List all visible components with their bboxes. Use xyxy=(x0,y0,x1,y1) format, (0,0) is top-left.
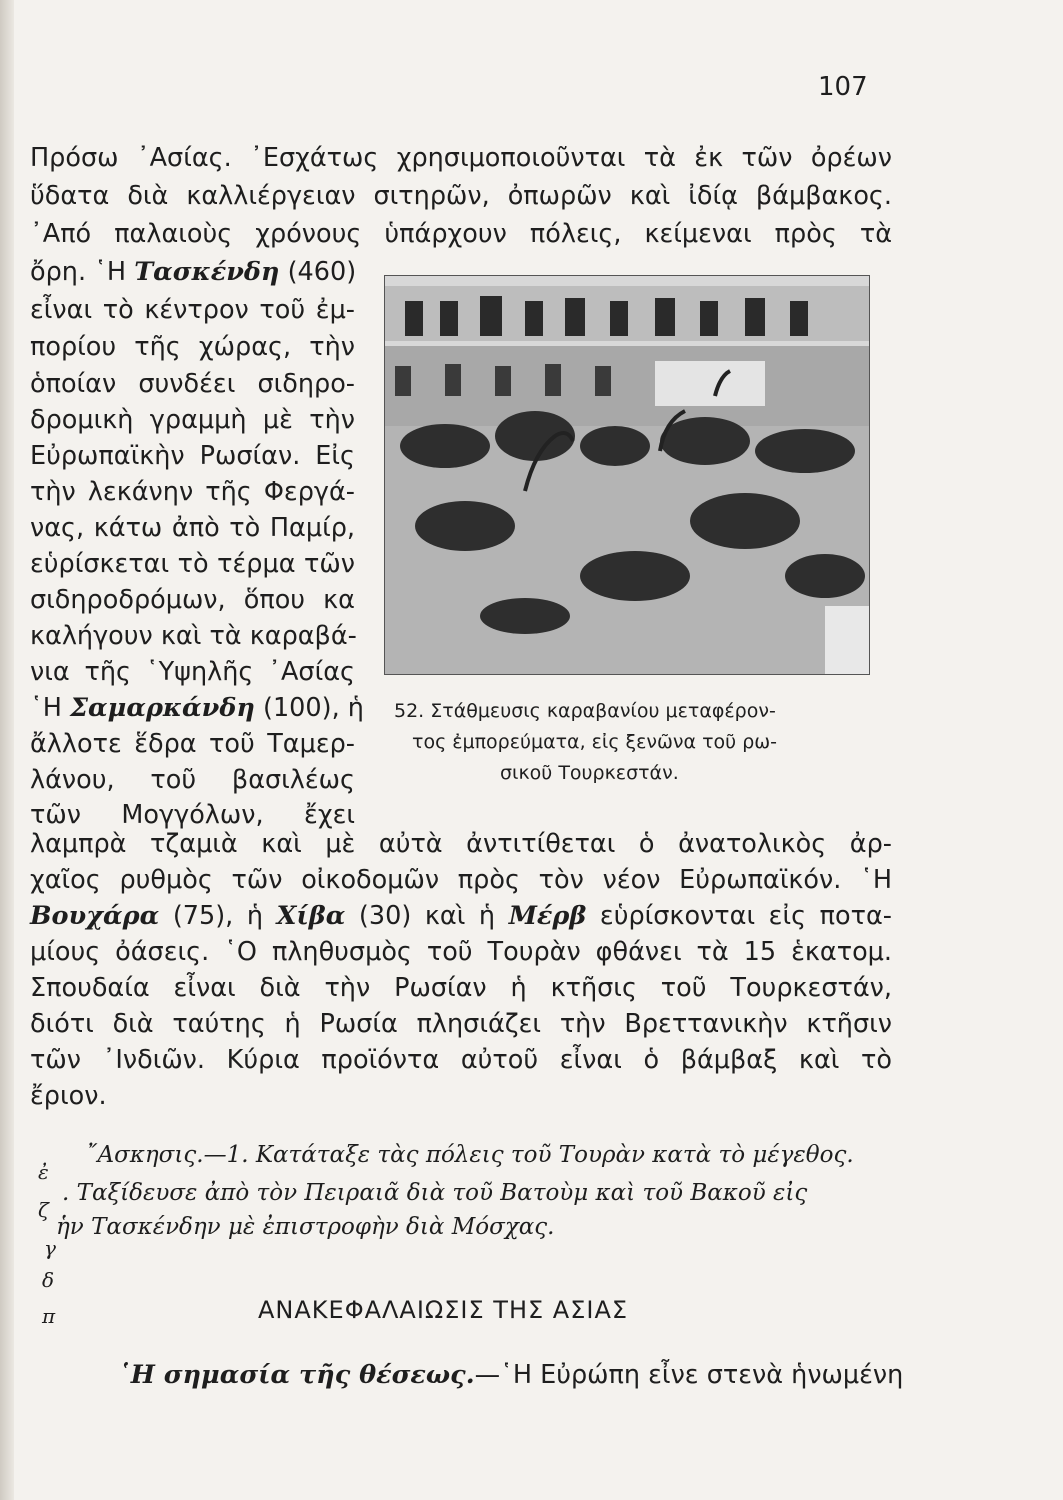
city-name-merv: Μέρβ xyxy=(508,901,587,931)
margin-letter: ἐ xyxy=(38,1160,49,1184)
text-line-3: ᾿Από παλαιοὺς χρόνους ὑπάρχουν πόλεις, κείμεναι πρὸς τὰ xyxy=(30,219,892,249)
margin-letter: ζ xyxy=(38,1198,49,1222)
text-line-2: ὕδατα διὰ καλλιέργειαν σιτηρῶν, ὀπωρῶν καὶ ἰδίᾳ βάμβακος. xyxy=(30,181,892,211)
side-line: λάνου, τοῦ βασιλέως xyxy=(30,765,355,795)
text-line-1: Πρόσω ᾿Ασίας. ᾿Εσχάτως χρησιμοποιοῦνται τὰ ἐκ τῶν ὀρέων xyxy=(30,143,892,173)
side-line: ὁποίαν συνδέει σιδηρο- xyxy=(30,369,355,399)
side-line: σιδηροδρόμων, ὅπου κα xyxy=(30,585,355,615)
city-name-tashkent: Τασκένδη xyxy=(134,257,280,287)
side-line: καλήγουν καὶ τὰ καραβά- xyxy=(30,621,357,651)
margin-letter: γ xyxy=(44,1236,56,1260)
city-name-khiva: Χίβα xyxy=(276,901,346,931)
text-line: χαῖος ρυθμὸς τῶν οἰκοδομῶν πρὸς τὸν νέον Εὐρωπαϊκόν. ῾Η xyxy=(30,865,892,895)
margin-letter: π xyxy=(42,1304,56,1328)
text-line-bukhara xyxy=(30,900,892,932)
section-label: ῾Η σημασία τῆς θέσεως. xyxy=(118,1360,475,1390)
side-line: δρομικὴ γραμμὴ μὲ τὴν xyxy=(30,405,355,435)
exercise-line: ἡν Τασκένδην μὲ ἐπιστροφὴν διὰ Μόσχας. xyxy=(56,1214,555,1240)
photo-caption-line: 52. Στάθμευσις καραβανίου μεταφέρον- xyxy=(394,700,776,722)
side-line: Εὐρωπαϊκὴν Ρωσίαν. Εἰς xyxy=(30,441,355,471)
side-line: εἶναι τὸ κέντρον τοῦ ἐμ- xyxy=(30,295,355,325)
page-number: 107 xyxy=(818,72,868,102)
text-fragment: (460) xyxy=(279,257,357,287)
caravan-photo xyxy=(384,275,870,675)
photo-caption-line: σικοῦ Τουρκεστάν. xyxy=(500,762,679,784)
text-line: διότι διὰ ταύτης ἡ Ρωσία πλησιάζει τὴν Βρεττανικὴν κτῆσιν xyxy=(30,1009,892,1039)
side-line: εὑρίσκεται τὸ τέρμα τῶν xyxy=(30,549,355,579)
book-spine-shadow xyxy=(0,0,14,1500)
side-line: νια τῆς ῾Υψηλῆς ᾿Ασίας xyxy=(30,657,355,687)
side-line: νας, κάτω ἀπὸ τὸ Παμίρ, xyxy=(30,513,355,543)
text-line-last xyxy=(118,1360,904,1390)
side-line-samarkand xyxy=(30,692,364,724)
margin-letter: δ xyxy=(42,1268,55,1292)
section-heading: ΑΝΑΚΕΦΑΛΑΙΩΣΙΣ ΤΗΣ ΑΣΙΑΣ xyxy=(258,1296,629,1324)
text-line: μίους ὀάσεις. ῾Ο πληθυσμὸς τοῦ Τουρὰν φθάνει τὰ 15 ἑκατομ. xyxy=(30,937,892,967)
exercise-line: ῎Ασκησις.—1. Κατάταξε τὰς πόλεις τοῦ Τουρὰν κατὰ τὸ μέγεθος. xyxy=(86,1142,854,1168)
text-fragment: εὑρίσκονται εἰς ποτα- xyxy=(586,901,892,931)
text-fragment: ῾Η xyxy=(30,693,71,723)
text-fragment: (100), ἡ xyxy=(254,693,364,723)
photo-caption-line: τος ἐμπορεύματα, εἰς ξενῶνα τοῦ ρω- xyxy=(412,731,778,753)
text-line: Σπουδαία εἶναι διὰ τὴν Ρωσίαν ἡ κτῆσις τοῦ Τουρκεστάν, xyxy=(30,973,892,1003)
text-line: τῶν ᾿Ινδιῶν. Κύρια προϊόντα αὐτοῦ εἶναι ὁ βάμβαξ καὶ τὸ xyxy=(30,1045,892,1075)
city-name-bukhara: Βουχάρα xyxy=(30,901,160,931)
city-name-samarkand: Σαμαρκάνδη xyxy=(70,693,255,723)
side-line: τὴν λεκάνην τῆς Φεργά- xyxy=(30,477,355,507)
exercise-line: . Ταξίδευσε ἀπὸ τὸν Πειραιᾶ διὰ τοῦ Βατοὺμ καὶ τοῦ Βακοῦ εἰς xyxy=(62,1180,808,1206)
text-fragment: (75), ἡ xyxy=(159,901,277,931)
text-fragment: ὄρη. ῾Η xyxy=(30,257,135,287)
text-fragment: —῾Η Εὐρώπη εἶνε στενὰ ἡνωμένη xyxy=(474,1360,904,1390)
text-line: λαμπρὰ τζαμιὰ καὶ μὲ αὐτὰ ἀντιτίθεται ὁ ἀνατολικὸς ἀρ- xyxy=(30,829,892,859)
side-line: πορίου τῆς χώρας, τὴν xyxy=(30,332,355,362)
text-line: ἔριον. xyxy=(30,1081,107,1111)
caravan-photo-illustration xyxy=(385,276,869,674)
text-fragment: (30) καὶ ἡ xyxy=(345,901,509,931)
side-line: τῶν Μογγόλων, ἔχει xyxy=(30,800,355,830)
side-line: ἄλλοτε ἕδρα τοῦ Ταμερ- xyxy=(30,729,355,759)
text-line-4 xyxy=(30,256,356,288)
